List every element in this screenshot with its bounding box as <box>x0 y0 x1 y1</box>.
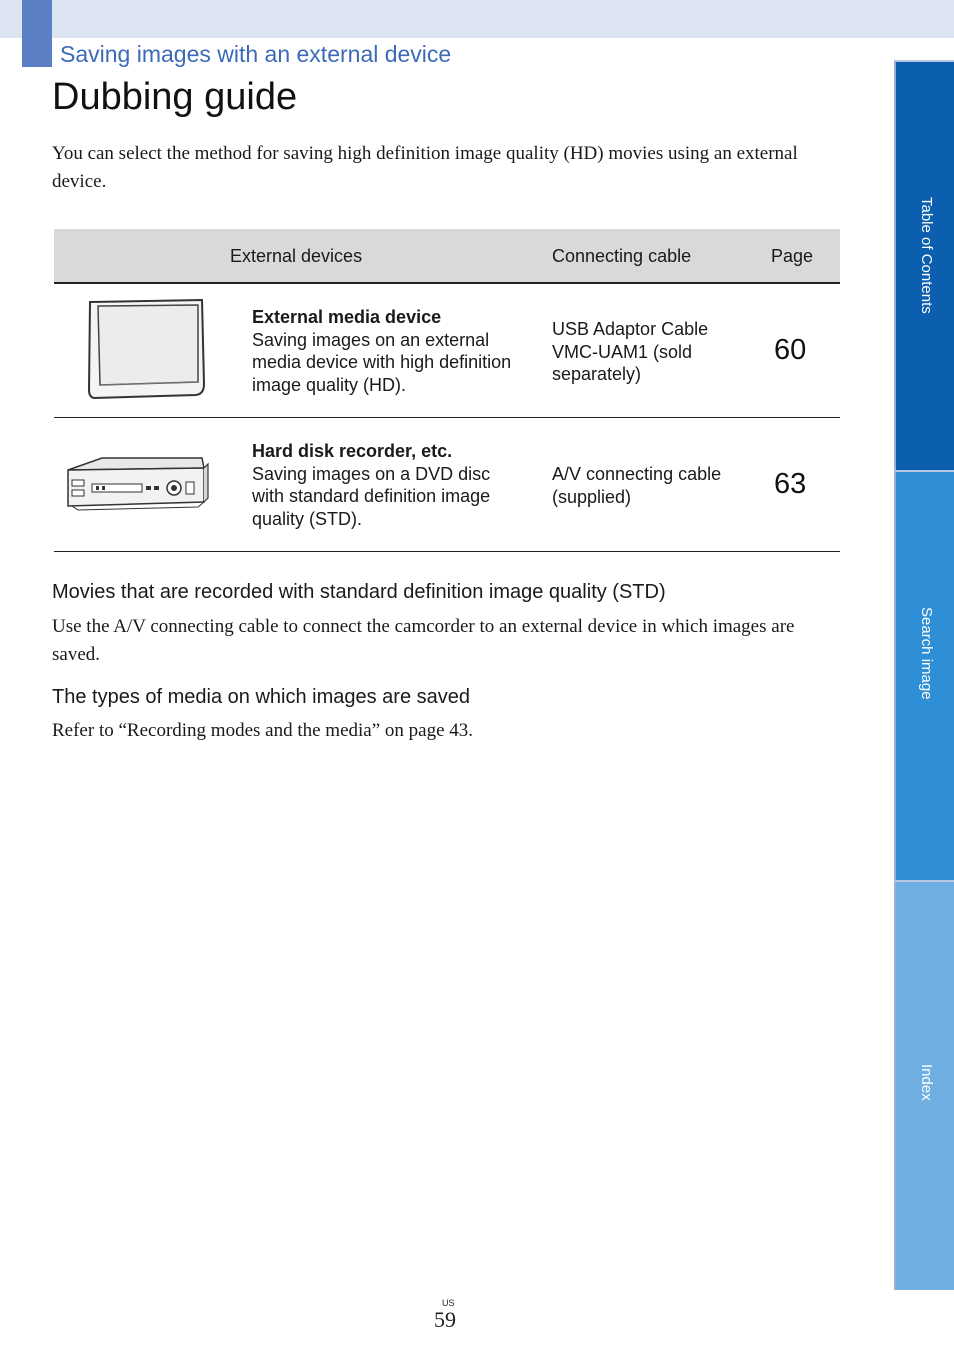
tab-index[interactable] <box>894 880 954 1290</box>
device-description: Saving images on a DVD disc with standard definition image quality (STD). <box>252 463 491 529</box>
header-marker <box>22 0 52 67</box>
section-title: Saving images with an external device <box>60 41 452 67</box>
media-heading: The types of media on which images are saved <box>52 686 470 708</box>
table-row <box>54 284 840 418</box>
page-title: Dubbing guide <box>52 76 298 118</box>
region-code: US <box>442 1298 455 1308</box>
std-heading: Movies that are recorded with standard definition image quality (STD) <box>52 581 666 603</box>
header-page: Page <box>771 246 814 266</box>
tab-label: Table of Contents <box>918 197 935 314</box>
table-header <box>54 229 840 284</box>
external-media-device-icon <box>86 298 206 407</box>
device-name: External media device <box>252 307 442 327</box>
tab-label: Search image <box>918 607 935 700</box>
cable-cell: USB Adaptor Cable VMC-UAM1 (sold separately) <box>552 319 709 384</box>
header-band <box>0 0 954 38</box>
cable-cell: A/V connecting cable (supplied) <box>552 464 722 507</box>
tab-table-of-contents[interactable] <box>894 60 954 470</box>
device-info <box>252 306 522 396</box>
std-paragraph: Use the A/V connecting cable to connect the camcorder to an external device in which images are saved. <box>52 616 795 665</box>
device-info <box>252 440 522 530</box>
sidebar-nav <box>894 60 954 1290</box>
tab-search-image[interactable] <box>894 470 954 880</box>
device-description: Saving images on an external media device with high definition image quality (HD). <box>252 329 512 395</box>
device-name: Hard disk recorder, etc. <box>252 441 453 461</box>
media-paragraph: Refer to “Recording modes and the media” on page 43. <box>52 720 474 741</box>
page-link-63[interactable]: 63 <box>774 468 807 500</box>
hard-disk-recorder-icon <box>62 456 212 519</box>
header-connecting-cable: Connecting cable <box>552 246 692 266</box>
intro-paragraph: You can select the method for saving high definition image quality (HD) movies using an external device. <box>52 143 798 192</box>
dubbing-table <box>54 229 840 552</box>
page-number: 59 <box>434 1307 456 1332</box>
tab-label: Index <box>918 1064 935 1101</box>
header-external-devices: External devices <box>230 246 363 266</box>
page-link-60[interactable]: 60 <box>774 334 807 366</box>
table-row <box>54 418 840 552</box>
